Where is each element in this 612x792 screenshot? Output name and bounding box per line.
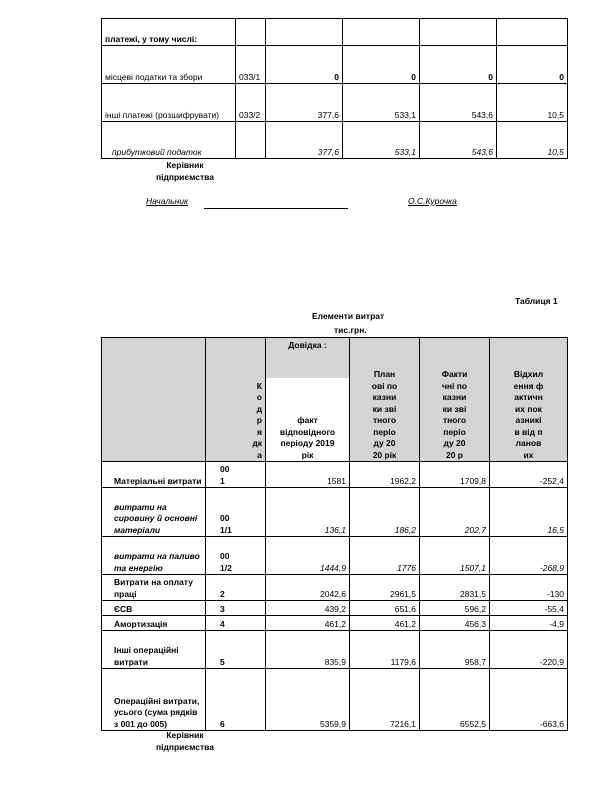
- table-row: [102, 19, 568, 46]
- table-row: [102, 46, 568, 84]
- row-label: витрати на паливо та енергію: [102, 537, 206, 575]
- cell-value: 533,1: [343, 122, 420, 159]
- header-code: Код ря дка: [252, 380, 262, 460]
- cell-fact: 596,2: [420, 601, 490, 616]
- taxes-table: [101, 18, 568, 159]
- cell-plan: 1962,2: [390, 475, 416, 486]
- cell-value: 10,5: [497, 84, 568, 122]
- row-code: 4: [206, 616, 266, 631]
- cell-value: 0: [497, 46, 568, 84]
- cell-value: 0: [266, 46, 343, 84]
- header-reference: Довідка :: [288, 340, 327, 350]
- row-code: 2: [206, 575, 266, 601]
- signature-line: [204, 208, 348, 209]
- table-row: [102, 601, 568, 616]
- cell-plan: 651,6: [350, 601, 420, 616]
- cell-deviation: 16,5: [490, 488, 568, 537]
- header-row: [102, 338, 568, 462]
- row-code: [236, 122, 266, 159]
- cell-fact: 456,3: [420, 616, 490, 631]
- cell-deviation: -55,4: [490, 601, 568, 616]
- cell-ref: 439,2: [266, 601, 350, 616]
- row-code: 033/1: [236, 46, 266, 84]
- header-deviation: Відхилення фактичних показників від планових: [513, 369, 544, 460]
- signatory-name: О.С.Курочка: [408, 196, 457, 206]
- cell-value: 0: [343, 46, 420, 84]
- header-plan: Планові показники звітного періоду 2020 рік: [371, 369, 398, 460]
- cell-plan: 7216,1: [390, 718, 416, 729]
- cell-ref: 2042,6: [266, 575, 350, 601]
- cell-plan: 1179,6: [390, 656, 416, 667]
- row-code: 6: [206, 669, 266, 731]
- cell-fact: 6552,5: [460, 718, 486, 729]
- cell-value: 543,6: [420, 122, 497, 159]
- table-row: [102, 84, 568, 122]
- row-code: 001/1: [220, 513, 232, 535]
- table-row: [102, 122, 568, 159]
- row-label: Амортизація: [102, 616, 206, 631]
- head-label-2: Керівник підприємства: [155, 730, 215, 752]
- table-title: Елементи витрат: [312, 311, 385, 321]
- cell-plan: 461,2: [350, 616, 420, 631]
- row-code: 3: [206, 601, 266, 616]
- cell-deviation: -130: [490, 575, 568, 601]
- cell-plan: 186,2: [350, 488, 420, 537]
- cell-fact: 1507,1: [460, 562, 486, 573]
- table-row: [102, 575, 568, 601]
- cell-ref: 461,2: [266, 616, 350, 631]
- cell-deviation: -268,9: [490, 537, 568, 575]
- row-label: прибутковий податок: [102, 122, 236, 159]
- row-code: 001/2: [220, 551, 232, 573]
- cost-elements-table: [101, 337, 568, 731]
- position-label: Начальник: [146, 196, 189, 206]
- cell-ref: 1444,9: [266, 537, 350, 575]
- head-label: Керівник підприємства: [155, 160, 215, 182]
- cell-deviation: -252,4: [490, 462, 568, 488]
- table-row: [102, 537, 568, 575]
- cell-deviation: -220,9: [490, 631, 568, 669]
- row-code: 5: [206, 631, 266, 669]
- cell-value: 543,6: [420, 84, 497, 122]
- row-code: 001: [220, 464, 230, 486]
- cell-value: 10,5: [497, 122, 568, 159]
- row-code: [236, 19, 266, 46]
- cell-ref: 835,9: [266, 631, 350, 669]
- row-code: 033/2: [236, 84, 266, 122]
- cell-value: 377,6: [266, 84, 343, 122]
- cell-ref: 136,1: [266, 488, 350, 537]
- cell-deviation: -663,6: [490, 669, 568, 731]
- table-row: [102, 631, 568, 669]
- table-row: [102, 462, 568, 488]
- cell-fact: 2831,5: [460, 588, 486, 599]
- row-label: Витрати на оплату праці: [102, 575, 206, 601]
- row-label: Матеріальні витрати: [102, 462, 206, 488]
- header-fact: Фактичні показники звітного періоду 2020 р: [441, 369, 468, 460]
- table-row: [102, 669, 568, 731]
- row-label: Інші операційні витрати: [102, 631, 206, 669]
- cell-value: 533,1: [343, 84, 420, 122]
- header-reference-sub: факт відповідного періоду 2019 рік: [279, 415, 336, 460]
- row-label: ЄСВ: [102, 601, 206, 616]
- cell-value: 0: [420, 46, 497, 84]
- row-label: інші платежі (розшифрувати): [102, 84, 236, 122]
- table-units: тис.грн.: [334, 325, 367, 335]
- cell-plan: 2961,5: [390, 588, 416, 599]
- cell-ref: 1581: [266, 462, 350, 488]
- table-number: Таблиця 1: [515, 296, 558, 306]
- table-row: [102, 488, 568, 537]
- cell-fact: 202,7: [420, 488, 490, 537]
- cell-fact: 958,7: [420, 631, 490, 669]
- cell-value: 377,6: [266, 122, 343, 159]
- row-label: витрати на сировину й основні матеріали: [102, 488, 206, 537]
- cell-plan: 1776: [350, 537, 420, 575]
- row-label: платежі, у тому числі:: [102, 19, 236, 46]
- cell-fact: 1709,8: [460, 475, 486, 486]
- cell-deviation: -4,9: [490, 616, 568, 631]
- cell-ref: 5359,9: [266, 669, 350, 731]
- row-label: місцеві податки та збори: [102, 46, 236, 84]
- table-row: [102, 616, 568, 631]
- row-label: Операційні витрати, усього (сума рядків з 001 до 005): [102, 669, 206, 731]
